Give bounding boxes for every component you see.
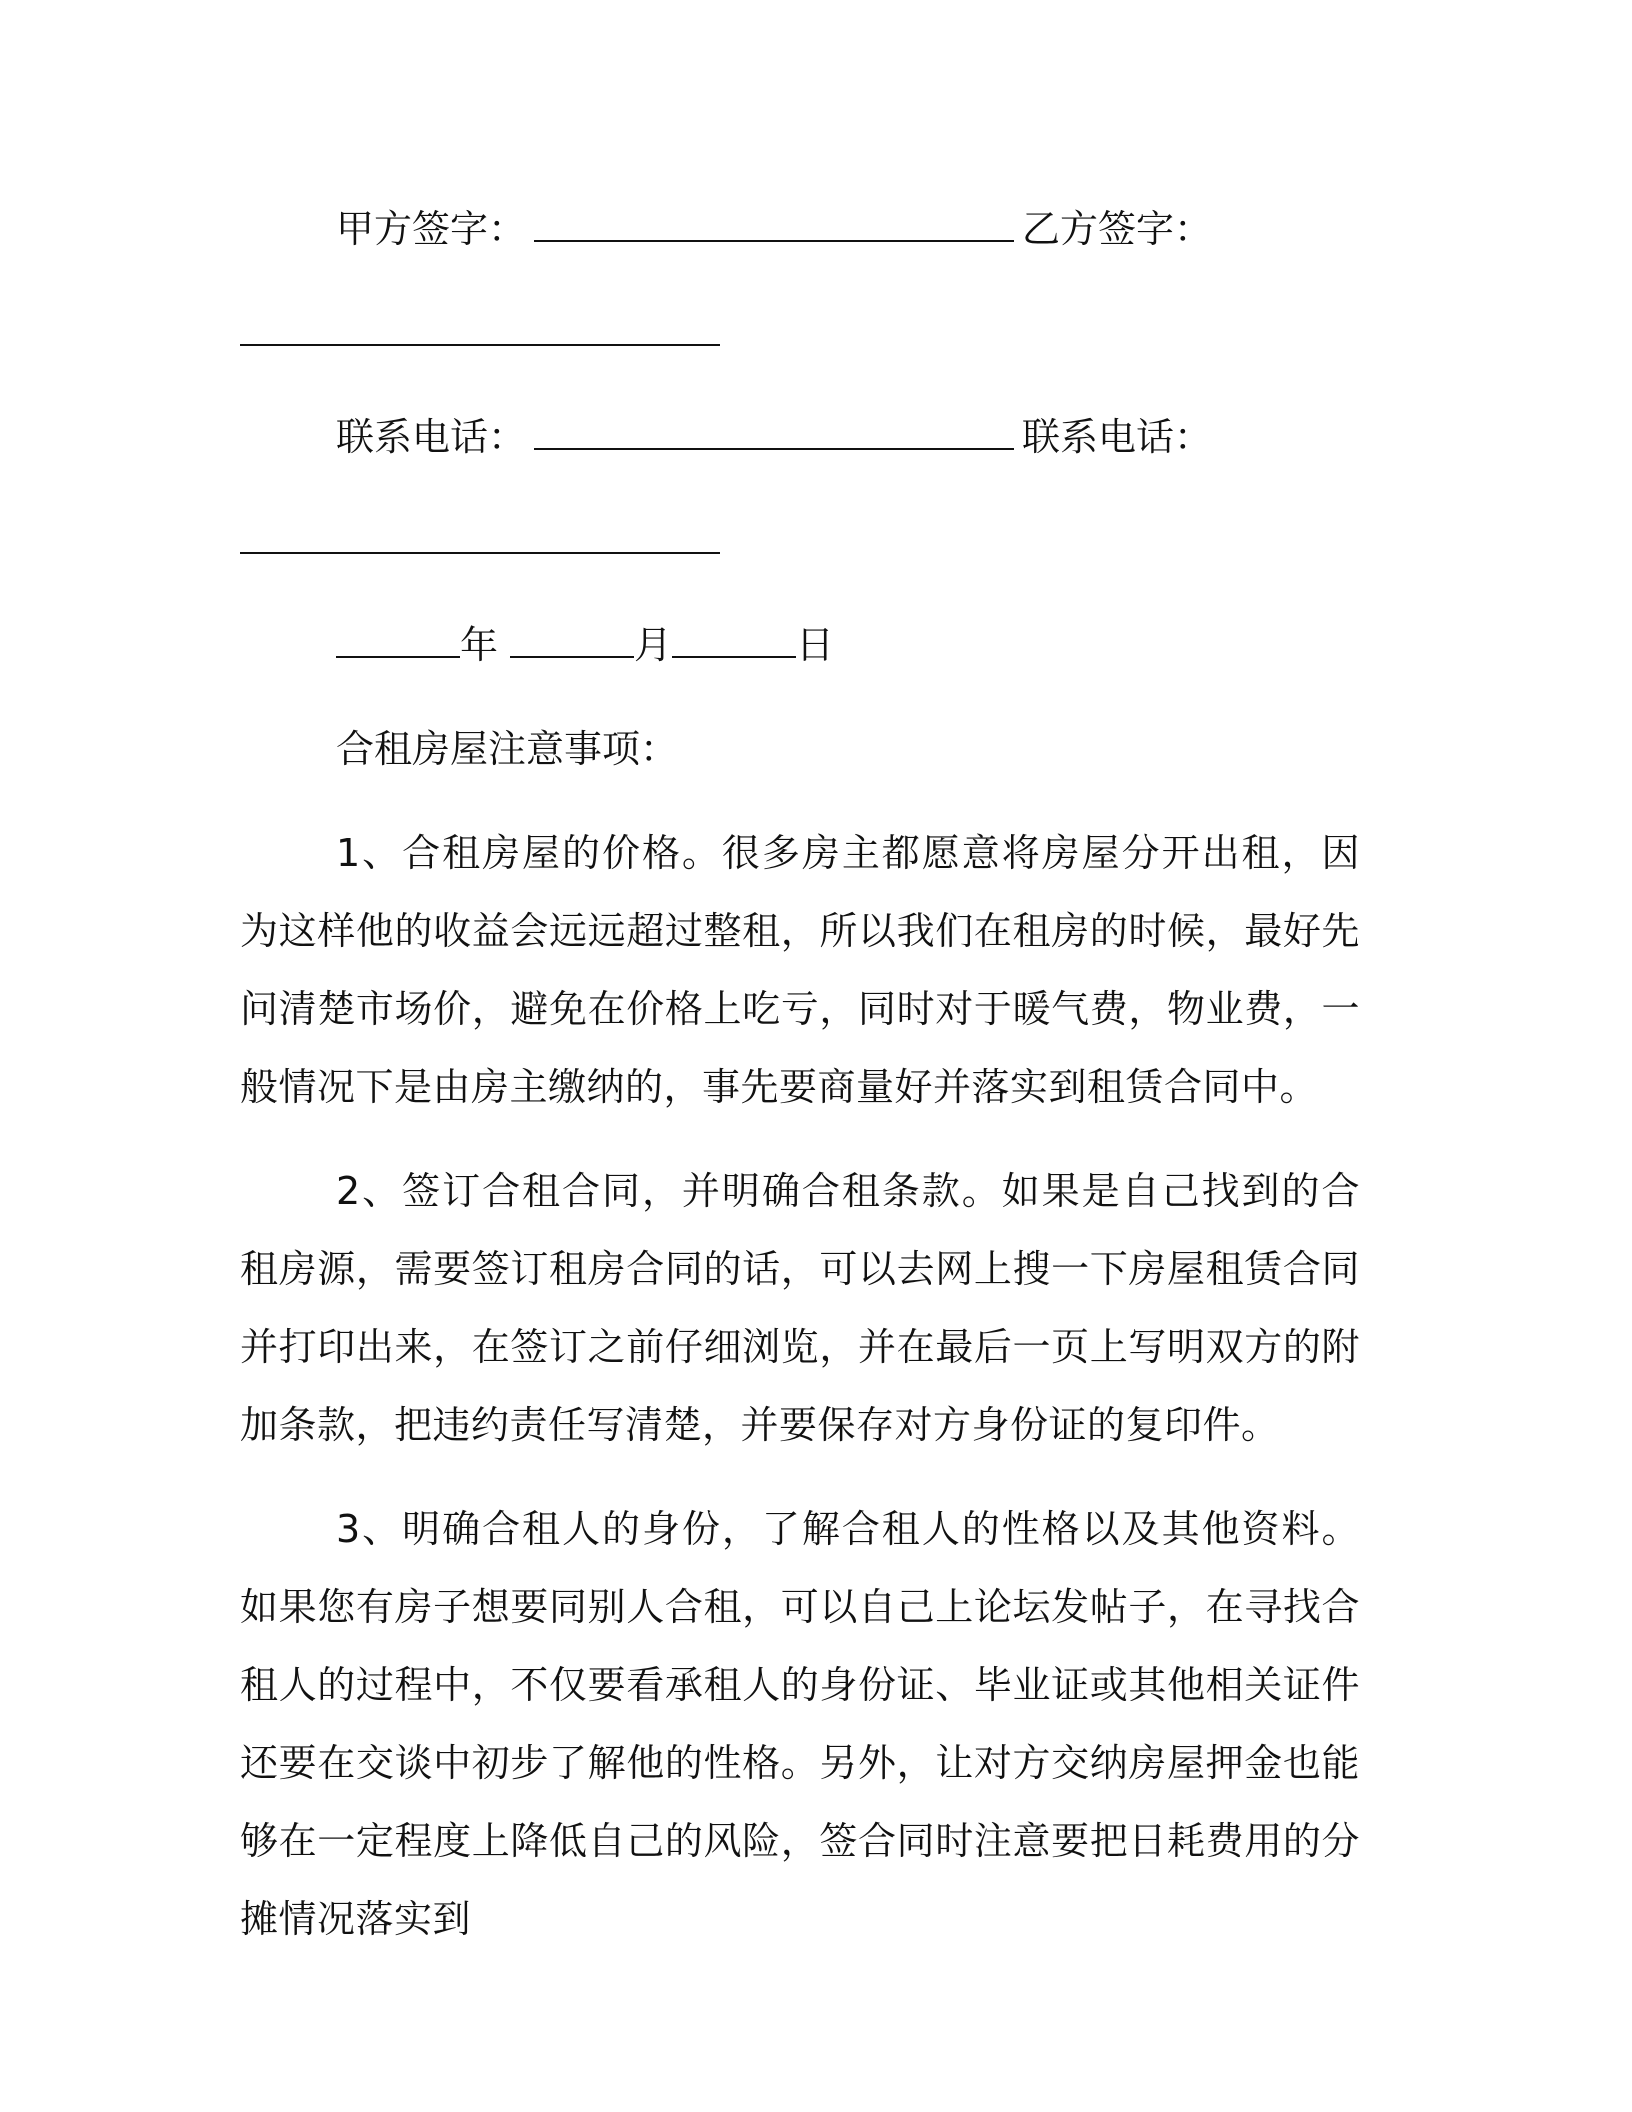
day-blank	[672, 626, 796, 658]
phone-row	[240, 398, 1360, 476]
party-b-phone-blank	[240, 522, 720, 554]
party-b-signature-blank	[240, 314, 720, 346]
party-a-signature-blank	[534, 210, 1014, 242]
notes-title: 合租房屋注意事项：	[336, 727, 679, 771]
note-item-1: 1、合租房屋的价格。很多房主都愿意将房屋分开出租，因为这样他的收益会远远超过整租，所以我们在租房的时候，最好先问清楚市场价，避免在价格上吃亏，同时对于暖气费，物业费，一般情况下是由房主缴纳的，事先要商量好并落实到租赁合同中。	[240, 831, 1360, 1109]
document-body	[240, 190, 1360, 1958]
notes-list	[240, 814, 1360, 1958]
note-item-2: 2、签订合租合同，并明确合租条款。如果是自己找到的合租房源，需要签订租房合同的话，可以去网上搜一下房屋租赁合同并打印出来，在签订之前仔细浏览，并在最后一页上写明双方的附加条款，把违约责任写清楚，并要保存对方身份证的复印件。	[240, 1169, 1360, 1447]
month-label: 月	[634, 623, 673, 667]
note-item-3: 3、明确合租人的身份，了解合租人的性格以及其他资料。如果您有房子想要同别人合租，可以自己上论坛发帖子，在寻找合租人的过程中，不仅要看承租人的身份证、毕业证或其他相关证件还要在交谈中初步了解他的性格。另外，让对方交纳房屋押金也能够在一定程度上降低自己的风险，签合同时注意要把日耗费用的分摊情况落实到	[240, 1507, 1360, 1941]
day-label: 日	[796, 623, 835, 667]
party-a-signature-label: 甲方签字：	[336, 207, 527, 251]
year-label: 年	[460, 623, 499, 667]
party-a-phone-label: 联系电话：	[336, 415, 527, 459]
date-row	[240, 606, 1360, 684]
party-b-phone-label: 联系电话：	[1022, 415, 1213, 459]
month-blank	[510, 626, 634, 658]
party-a-phone-blank	[534, 418, 1014, 450]
year-blank	[336, 626, 460, 658]
signature-row-1-continued	[240, 294, 1360, 372]
signature-row-1	[240, 190, 1360, 268]
party-b-signature-label: 乙方签字：	[1022, 207, 1213, 251]
phone-row-continued	[240, 502, 1360, 580]
